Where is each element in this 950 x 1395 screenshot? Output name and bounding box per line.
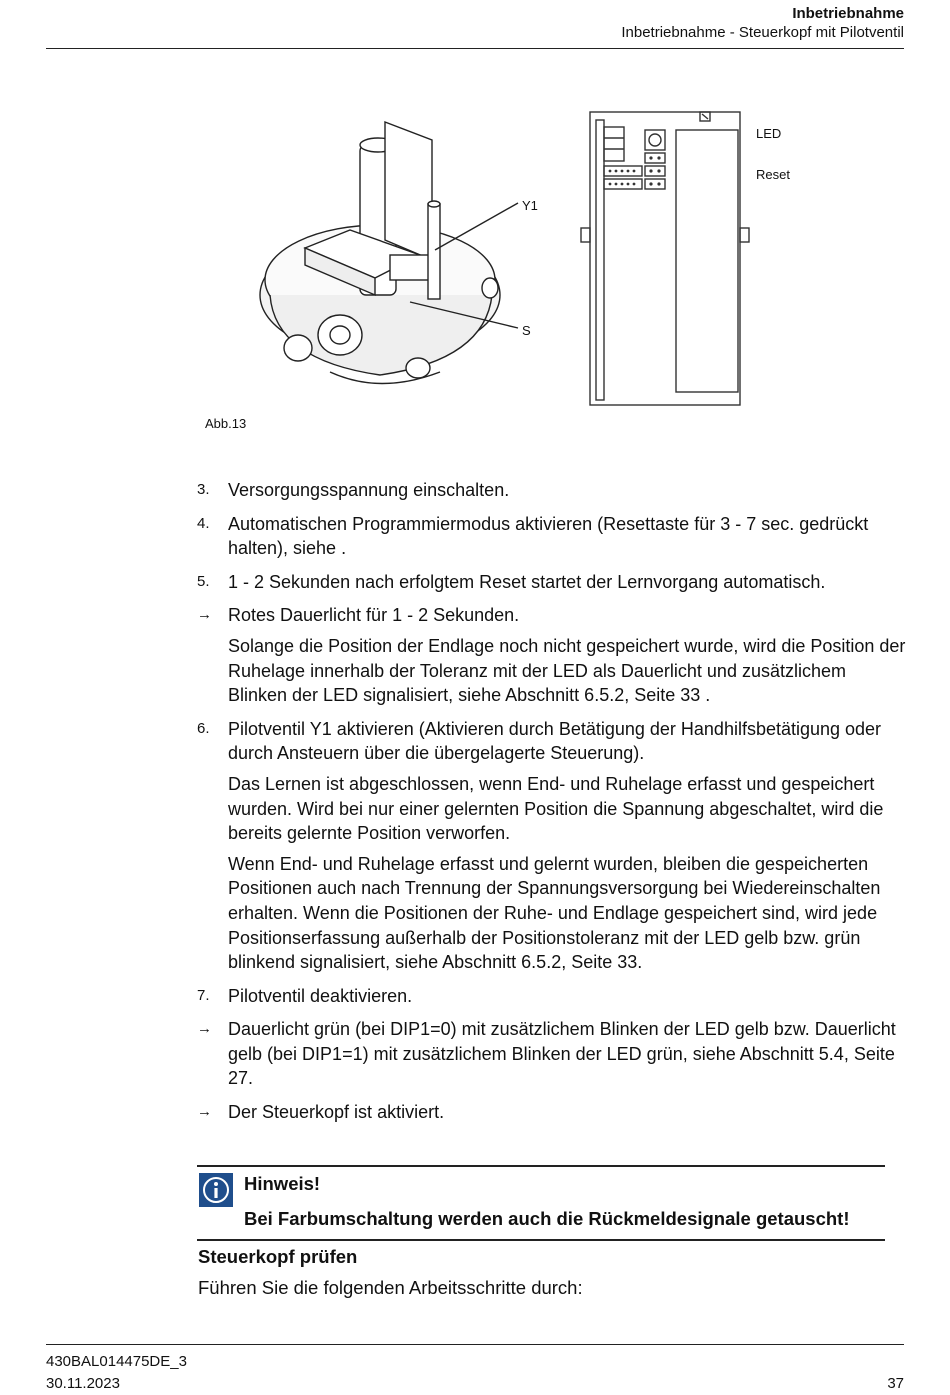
figure-label-s: S (522, 323, 531, 338)
step-marker: 5. (197, 572, 210, 590)
step-marker: 6. (197, 719, 210, 737)
result-activated (197, 1100, 907, 1125)
result-text: Rotes Dauerlicht für 1 - 2 Sekunden. (228, 605, 520, 626)
step-marker: 7. (197, 986, 210, 1004)
footer-doc-id: 430BAL014475DE_3 (46, 1353, 187, 1370)
result-red-light (197, 603, 907, 707)
figure-label-led: LED (756, 126, 782, 141)
result-arrow-icon: → (197, 1103, 212, 1121)
result-text: Dauerlicht grün (bei DIP1=0) mit zusätzlichem Blinken der LED gelb bzw. Dauerlicht gelb (bei DIP1=1) mit zusätzlichem Blinken der LED grün, siehe Abschnitt 5.4, Seite 27. (228, 1019, 896, 1089)
step-3 (197, 478, 907, 503)
result-explanation: Solange die Position der Endlage noch nicht gespeichert wurde, wird die Position der Ruhelage innerhalb der Toleranz mit der LED als Dauerlicht und zusätzlichem Blinken der LED signalisiert, siehe Abschnitt 6.5.2, Seite 33 . (228, 635, 906, 706)
step-text: 1 - 2 Sekunden nach erfolgtem Reset startet der Lernvorgang automatisch. (228, 571, 826, 592)
figure-label-y1: Y1 (522, 198, 538, 213)
page-number: 37 (887, 1375, 904, 1392)
step-text: Pilotventil Y1 aktivieren (Aktivieren durch Betätigung der Handhilfsbetätigung oder durch Ansteuern über die übergelagerte Steuerung). (228, 718, 882, 764)
step-text: Automatischen Programmiermodus aktivieren (Resettaste für 3 - 7 sec. gedrückt halten), siehe . (228, 513, 869, 559)
step-explanation: Das Lernen ist abgeschlossen, wenn End- und Ruhelage erfasst und gespeichert wurden. Wird bei nur einer gelernten Position die Spannung abgeschaltet, wird die bereits gelernte Position verworfen. (228, 773, 884, 844)
step-explanation: Wenn End- und Ruhelage erfasst und gelernt wurden, bleiben die gespeicherten Positionen auch nach Trennung der Spannungsversorgung bei Wiedereinschalten erhalten. Wenn die Positionen der Ruhe- und Endlage gespeichert sind, wird jede Positionserfassung außerhalb der Positionstoleranz mit der LED gelb bzw. grün blinkend signalisiert, siehe Abschnitt 6.5.2, Seite 33. (228, 853, 881, 973)
step-7 (197, 984, 907, 1009)
instruction-steps (197, 478, 907, 1134)
result-text: Der Steuerkopf ist aktiviert. (228, 1102, 445, 1123)
section-intro: Führen Sie die folgenden Arbeitsschritte durch: (198, 1277, 583, 1298)
result-arrow-icon: → (197, 606, 212, 624)
figure-control-head (200, 100, 860, 415)
running-header-title: Inbetriebnahme (792, 5, 904, 22)
section-heading: Steuerkopf prüfen (198, 1246, 358, 1267)
result-steady-light (197, 1017, 907, 1091)
step-5 (197, 570, 907, 595)
running-header-subtitle: Inbetriebnahme - Steuerkopf mit Pilotventil (621, 24, 904, 41)
note-box (197, 1165, 885, 1241)
footer-divider (46, 1344, 904, 1345)
step-text: Pilotventil deaktivieren. (228, 985, 413, 1006)
figure-label-reset: Reset (756, 167, 790, 182)
note-title: Hinweis! (244, 1173, 321, 1194)
step-4 (197, 512, 907, 561)
header-divider (46, 48, 904, 49)
control-head-drawing (200, 100, 860, 415)
step-marker: 3. (197, 481, 210, 498)
result-arrow-icon: → (197, 1020, 212, 1038)
step-text: Versorgungsspannung einschalten. (228, 480, 510, 500)
step-marker: 4. (197, 514, 210, 532)
step-6 (197, 717, 907, 975)
note-text: Bei Farbumschaltung werden auch die Rückmeldesignale getauscht! (244, 1208, 850, 1229)
info-icon (199, 1173, 233, 1207)
footer-date: 30.11.2023 (46, 1375, 120, 1392)
figure-caption: Abb.13 (205, 416, 247, 431)
